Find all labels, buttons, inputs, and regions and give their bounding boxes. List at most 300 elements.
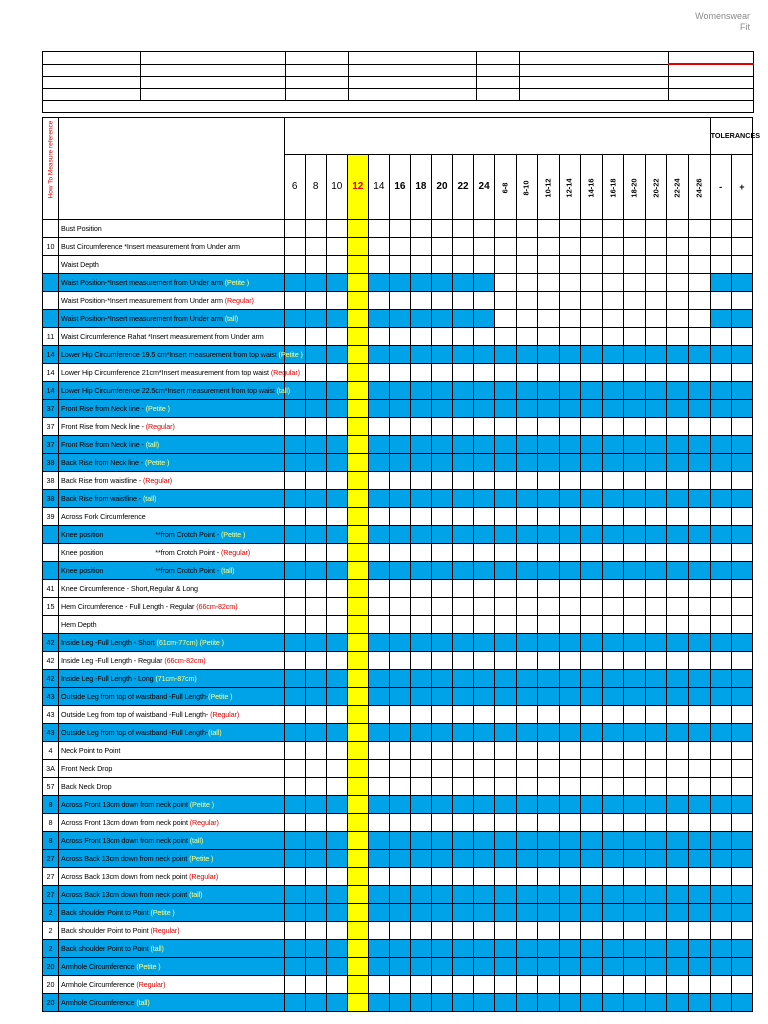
value-cell[interactable] (474, 292, 495, 310)
value-cell[interactable] (326, 400, 347, 418)
value-cell[interactable] (326, 904, 347, 922)
value-cell[interactable] (474, 310, 495, 328)
value-cell[interactable] (581, 940, 603, 958)
value-cell[interactable] (645, 850, 667, 868)
value-cell[interactable] (474, 670, 495, 688)
value-cell[interactable] (710, 886, 731, 904)
value-cell[interactable] (368, 886, 389, 904)
value-cell[interactable] (453, 274, 474, 292)
value-cell[interactable] (689, 526, 711, 544)
value-cell[interactable] (731, 742, 752, 760)
value-cell[interactable] (474, 994, 495, 1012)
value-cell[interactable] (495, 346, 517, 364)
value-cell[interactable] (368, 814, 389, 832)
value-cell[interactable] (516, 922, 538, 940)
value-cell[interactable] (624, 400, 646, 418)
value-cell[interactable] (474, 544, 495, 562)
value-cell[interactable] (731, 994, 752, 1012)
value-cell[interactable] (410, 652, 431, 670)
value-cell[interactable] (689, 238, 711, 256)
value-cell[interactable] (495, 418, 517, 436)
value-cell[interactable] (667, 418, 689, 436)
value-cell[interactable] (710, 796, 731, 814)
value-cell[interactable] (689, 436, 711, 454)
value-cell[interactable] (516, 760, 538, 778)
value-cell[interactable] (347, 418, 368, 436)
value-cell[interactable] (410, 544, 431, 562)
value-cell[interactable] (431, 796, 452, 814)
value-cell[interactable] (731, 346, 752, 364)
value-cell[interactable] (453, 310, 474, 328)
value-cell[interactable] (347, 670, 368, 688)
value-cell[interactable] (667, 688, 689, 706)
value-cell[interactable] (495, 580, 517, 598)
value-cell[interactable] (326, 562, 347, 580)
value-cell[interactable] (710, 760, 731, 778)
value-cell[interactable] (305, 760, 326, 778)
value-cell[interactable] (453, 814, 474, 832)
value-cell[interactable] (453, 544, 474, 562)
value-cell[interactable] (602, 652, 624, 670)
value-cell[interactable] (516, 940, 538, 958)
value-cell[interactable] (474, 904, 495, 922)
value-cell[interactable] (538, 526, 560, 544)
value-cell[interactable] (667, 958, 689, 976)
value-cell[interactable] (581, 850, 603, 868)
value-cell[interactable] (453, 526, 474, 544)
value-cell[interactable] (731, 850, 752, 868)
value-cell[interactable] (453, 904, 474, 922)
value-cell[interactable] (368, 652, 389, 670)
value-cell[interactable] (645, 778, 667, 796)
value-cell[interactable] (516, 328, 538, 346)
value-cell[interactable] (410, 832, 431, 850)
value-cell[interactable] (347, 526, 368, 544)
value-cell[interactable] (538, 472, 560, 490)
value-cell[interactable] (389, 256, 410, 274)
value-cell[interactable] (602, 238, 624, 256)
value-cell[interactable] (516, 400, 538, 418)
value-cell[interactable] (710, 652, 731, 670)
value-cell[interactable] (559, 472, 581, 490)
value-cell[interactable] (559, 760, 581, 778)
value-cell[interactable] (431, 976, 452, 994)
value-cell[interactable] (410, 238, 431, 256)
value-cell[interactable] (326, 418, 347, 436)
value-cell[interactable] (559, 670, 581, 688)
value-cell[interactable] (602, 832, 624, 850)
value-cell[interactable] (516, 454, 538, 472)
value-cell[interactable] (368, 634, 389, 652)
value-cell[interactable] (305, 976, 326, 994)
value-cell[interactable] (326, 616, 347, 634)
value-cell[interactable] (389, 544, 410, 562)
value-cell[interactable] (305, 742, 326, 760)
value-cell[interactable] (284, 400, 305, 418)
value-cell[interactable] (624, 814, 646, 832)
value-cell[interactable] (284, 616, 305, 634)
value-cell[interactable] (305, 688, 326, 706)
value-cell[interactable] (284, 868, 305, 886)
value-cell[interactable] (305, 328, 326, 346)
value-cell[interactable] (645, 544, 667, 562)
value-cell[interactable] (667, 724, 689, 742)
value-cell[interactable] (559, 706, 581, 724)
value-cell[interactable] (305, 652, 326, 670)
value-cell[interactable] (326, 256, 347, 274)
value-cell[interactable] (347, 382, 368, 400)
value-cell[interactable] (347, 652, 368, 670)
value-cell[interactable] (389, 958, 410, 976)
value-cell[interactable] (326, 292, 347, 310)
value-cell[interactable] (284, 976, 305, 994)
value-cell[interactable] (347, 760, 368, 778)
value-cell[interactable] (710, 238, 731, 256)
value-cell[interactable] (389, 706, 410, 724)
value-cell[interactable] (305, 418, 326, 436)
value-cell[interactable] (581, 274, 603, 292)
value-cell[interactable] (645, 274, 667, 292)
value-cell[interactable] (453, 472, 474, 490)
value-cell[interactable] (495, 598, 517, 616)
value-cell[interactable] (689, 814, 711, 832)
value-cell[interactable] (389, 850, 410, 868)
value-cell[interactable] (347, 994, 368, 1012)
value-cell[interactable] (495, 634, 517, 652)
value-cell[interactable] (602, 436, 624, 454)
value-cell[interactable] (453, 778, 474, 796)
value-cell[interactable] (667, 886, 689, 904)
value-cell[interactable] (431, 310, 452, 328)
value-cell[interactable] (453, 382, 474, 400)
value-cell[interactable] (495, 220, 517, 238)
value-cell[interactable] (667, 220, 689, 238)
value-cell[interactable] (326, 706, 347, 724)
value-cell[interactable] (602, 958, 624, 976)
value-cell[interactable] (538, 400, 560, 418)
info-cell[interactable] (286, 77, 349, 89)
value-cell[interactable] (410, 688, 431, 706)
value-cell[interactable] (581, 418, 603, 436)
value-cell[interactable] (453, 436, 474, 454)
value-cell[interactable] (689, 724, 711, 742)
value-cell[interactable] (431, 760, 452, 778)
value-cell[interactable] (667, 796, 689, 814)
value-cell[interactable] (347, 310, 368, 328)
value-cell[interactable] (538, 886, 560, 904)
value-cell[interactable] (495, 256, 517, 274)
value-cell[interactable] (410, 382, 431, 400)
value-cell[interactable] (689, 472, 711, 490)
value-cell[interactable] (516, 274, 538, 292)
value-cell[interactable] (731, 364, 752, 382)
value-cell[interactable] (538, 760, 560, 778)
value-cell[interactable] (667, 400, 689, 418)
value-cell[interactable] (710, 274, 731, 292)
value-cell[interactable] (474, 706, 495, 724)
value-cell[interactable] (538, 724, 560, 742)
value-cell[interactable] (347, 346, 368, 364)
value-cell[interactable] (453, 616, 474, 634)
value-cell[interactable] (474, 382, 495, 400)
value-cell[interactable] (410, 598, 431, 616)
value-cell[interactable] (431, 346, 452, 364)
value-cell[interactable] (689, 634, 711, 652)
value-cell[interactable] (624, 688, 646, 706)
value-cell[interactable] (602, 508, 624, 526)
value-cell[interactable] (581, 346, 603, 364)
value-cell[interactable] (347, 724, 368, 742)
value-cell[interactable] (516, 238, 538, 256)
value-cell[interactable] (581, 814, 603, 832)
info-cell[interactable] (349, 77, 477, 89)
value-cell[interactable] (326, 454, 347, 472)
value-cell[interactable] (559, 382, 581, 400)
value-cell[interactable] (602, 796, 624, 814)
value-cell[interactable] (645, 634, 667, 652)
info-cell[interactable] (669, 64, 754, 77)
value-cell[interactable] (538, 490, 560, 508)
value-cell[interactable] (538, 436, 560, 454)
value-cell[interactable] (710, 634, 731, 652)
value-cell[interactable] (305, 238, 326, 256)
value-cell[interactable] (284, 760, 305, 778)
value-cell[interactable] (305, 400, 326, 418)
value-cell[interactable] (624, 922, 646, 940)
value-cell[interactable] (326, 814, 347, 832)
value-cell[interactable] (731, 868, 752, 886)
value-cell[interactable] (538, 220, 560, 238)
value-cell[interactable] (624, 436, 646, 454)
value-cell[interactable] (474, 598, 495, 616)
value-cell[interactable] (581, 256, 603, 274)
value-cell[interactable] (559, 976, 581, 994)
value-cell[interactable] (326, 796, 347, 814)
value-cell[interactable] (667, 922, 689, 940)
value-cell[interactable] (516, 526, 538, 544)
value-cell[interactable] (305, 562, 326, 580)
value-cell[interactable] (602, 472, 624, 490)
value-cell[interactable] (368, 256, 389, 274)
value-cell[interactable] (284, 634, 305, 652)
value-cell[interactable] (581, 796, 603, 814)
value-cell[interactable] (431, 418, 452, 436)
value-cell[interactable] (474, 850, 495, 868)
value-cell[interactable] (410, 220, 431, 238)
value-cell[interactable] (645, 256, 667, 274)
value-cell[interactable] (389, 346, 410, 364)
value-cell[interactable] (431, 436, 452, 454)
value-cell[interactable] (495, 724, 517, 742)
value-cell[interactable] (516, 796, 538, 814)
value-cell[interactable] (326, 508, 347, 526)
value-cell[interactable] (326, 220, 347, 238)
value-cell[interactable] (347, 292, 368, 310)
value-cell[interactable] (368, 832, 389, 850)
value-cell[interactable] (326, 958, 347, 976)
value-cell[interactable] (559, 922, 581, 940)
value-cell[interactable] (284, 688, 305, 706)
value-cell[interactable] (559, 454, 581, 472)
value-cell[interactable] (453, 868, 474, 886)
value-cell[interactable] (347, 958, 368, 976)
value-cell[interactable] (284, 220, 305, 238)
value-cell[interactable] (474, 238, 495, 256)
value-cell[interactable] (431, 868, 452, 886)
value-cell[interactable] (624, 832, 646, 850)
value-cell[interactable] (731, 832, 752, 850)
value-cell[interactable] (347, 868, 368, 886)
value-cell[interactable] (710, 850, 731, 868)
value-cell[interactable] (731, 598, 752, 616)
value-cell[interactable] (453, 688, 474, 706)
value-cell[interactable] (347, 778, 368, 796)
value-cell[interactable] (389, 292, 410, 310)
info-cell[interactable] (141, 64, 286, 77)
value-cell[interactable] (284, 742, 305, 760)
value-cell[interactable] (431, 454, 452, 472)
value-cell[interactable] (431, 724, 452, 742)
value-cell[interactable] (431, 238, 452, 256)
value-cell[interactable] (602, 364, 624, 382)
value-cell[interactable] (581, 976, 603, 994)
value-cell[interactable] (710, 868, 731, 886)
value-cell[interactable] (516, 850, 538, 868)
value-cell[interactable] (368, 490, 389, 508)
info-cell[interactable] (141, 89, 286, 101)
value-cell[interactable] (284, 256, 305, 274)
value-cell[interactable] (602, 868, 624, 886)
value-cell[interactable] (347, 598, 368, 616)
value-cell[interactable] (389, 418, 410, 436)
value-cell[interactable] (474, 472, 495, 490)
value-cell[interactable] (645, 400, 667, 418)
value-cell[interactable] (431, 400, 452, 418)
value-cell[interactable] (667, 616, 689, 634)
value-cell[interactable] (453, 220, 474, 238)
value-cell[interactable] (495, 922, 517, 940)
value-cell[interactable] (581, 652, 603, 670)
value-cell[interactable] (347, 400, 368, 418)
value-cell[interactable] (624, 760, 646, 778)
value-cell[interactable] (305, 994, 326, 1012)
value-cell[interactable] (495, 508, 517, 526)
value-cell[interactable] (667, 580, 689, 598)
info-cell[interactable] (520, 64, 669, 77)
value-cell[interactable] (410, 994, 431, 1012)
value-cell[interactable] (538, 544, 560, 562)
value-cell[interactable] (453, 580, 474, 598)
value-cell[interactable] (389, 328, 410, 346)
value-cell[interactable] (347, 922, 368, 940)
value-cell[interactable] (624, 580, 646, 598)
value-cell[interactable] (731, 454, 752, 472)
value-cell[interactable] (495, 562, 517, 580)
value-cell[interactable] (389, 778, 410, 796)
value-cell[interactable] (474, 940, 495, 958)
value-cell[interactable] (453, 256, 474, 274)
value-cell[interactable] (347, 508, 368, 526)
value-cell[interactable] (581, 292, 603, 310)
value-cell[interactable] (368, 688, 389, 706)
value-cell[interactable] (410, 274, 431, 292)
value-cell[interactable] (453, 796, 474, 814)
value-cell[interactable] (453, 886, 474, 904)
value-cell[interactable] (731, 490, 752, 508)
value-cell[interactable] (624, 850, 646, 868)
value-cell[interactable] (516, 778, 538, 796)
value-cell[interactable] (284, 580, 305, 598)
value-cell[interactable] (326, 832, 347, 850)
value-cell[interactable] (326, 634, 347, 652)
value-cell[interactable] (284, 472, 305, 490)
value-cell[interactable] (326, 580, 347, 598)
value-cell[interactable] (410, 706, 431, 724)
value-cell[interactable] (389, 400, 410, 418)
value-cell[interactable] (368, 292, 389, 310)
value-cell[interactable] (516, 814, 538, 832)
value-cell[interactable] (538, 742, 560, 760)
value-cell[interactable] (474, 220, 495, 238)
value-cell[interactable] (602, 598, 624, 616)
value-cell[interactable] (645, 616, 667, 634)
value-cell[interactable] (538, 688, 560, 706)
value-cell[interactable] (495, 958, 517, 976)
value-cell[interactable] (495, 238, 517, 256)
value-cell[interactable] (495, 328, 517, 346)
value-cell[interactable] (667, 832, 689, 850)
value-cell[interactable] (710, 346, 731, 364)
value-cell[interactable] (495, 760, 517, 778)
value-cell[interactable] (474, 922, 495, 940)
value-cell[interactable] (731, 886, 752, 904)
value-cell[interactable] (667, 238, 689, 256)
value-cell[interactable] (347, 814, 368, 832)
value-cell[interactable] (602, 256, 624, 274)
value-cell[interactable] (645, 688, 667, 706)
value-cell[interactable] (602, 994, 624, 1012)
value-cell[interactable] (453, 976, 474, 994)
value-cell[interactable] (305, 922, 326, 940)
value-cell[interactable] (624, 274, 646, 292)
value-cell[interactable] (731, 778, 752, 796)
value-cell[interactable] (305, 616, 326, 634)
value-cell[interactable] (431, 904, 452, 922)
value-cell[interactable] (516, 580, 538, 598)
value-cell[interactable] (474, 868, 495, 886)
value-cell[interactable] (326, 382, 347, 400)
value-cell[interactable] (431, 472, 452, 490)
value-cell[interactable] (284, 490, 305, 508)
value-cell[interactable] (453, 940, 474, 958)
value-cell[interactable] (581, 580, 603, 598)
value-cell[interactable] (581, 778, 603, 796)
value-cell[interactable] (389, 940, 410, 958)
value-cell[interactable] (347, 238, 368, 256)
value-cell[interactable] (689, 292, 711, 310)
value-cell[interactable] (368, 796, 389, 814)
value-cell[interactable] (559, 688, 581, 706)
value-cell[interactable] (453, 454, 474, 472)
value-cell[interactable] (284, 814, 305, 832)
value-cell[interactable] (624, 796, 646, 814)
value-cell[interactable] (431, 580, 452, 598)
value-cell[interactable] (326, 778, 347, 796)
value-cell[interactable] (710, 706, 731, 724)
value-cell[interactable] (368, 346, 389, 364)
value-cell[interactable] (559, 868, 581, 886)
value-cell[interactable] (326, 526, 347, 544)
